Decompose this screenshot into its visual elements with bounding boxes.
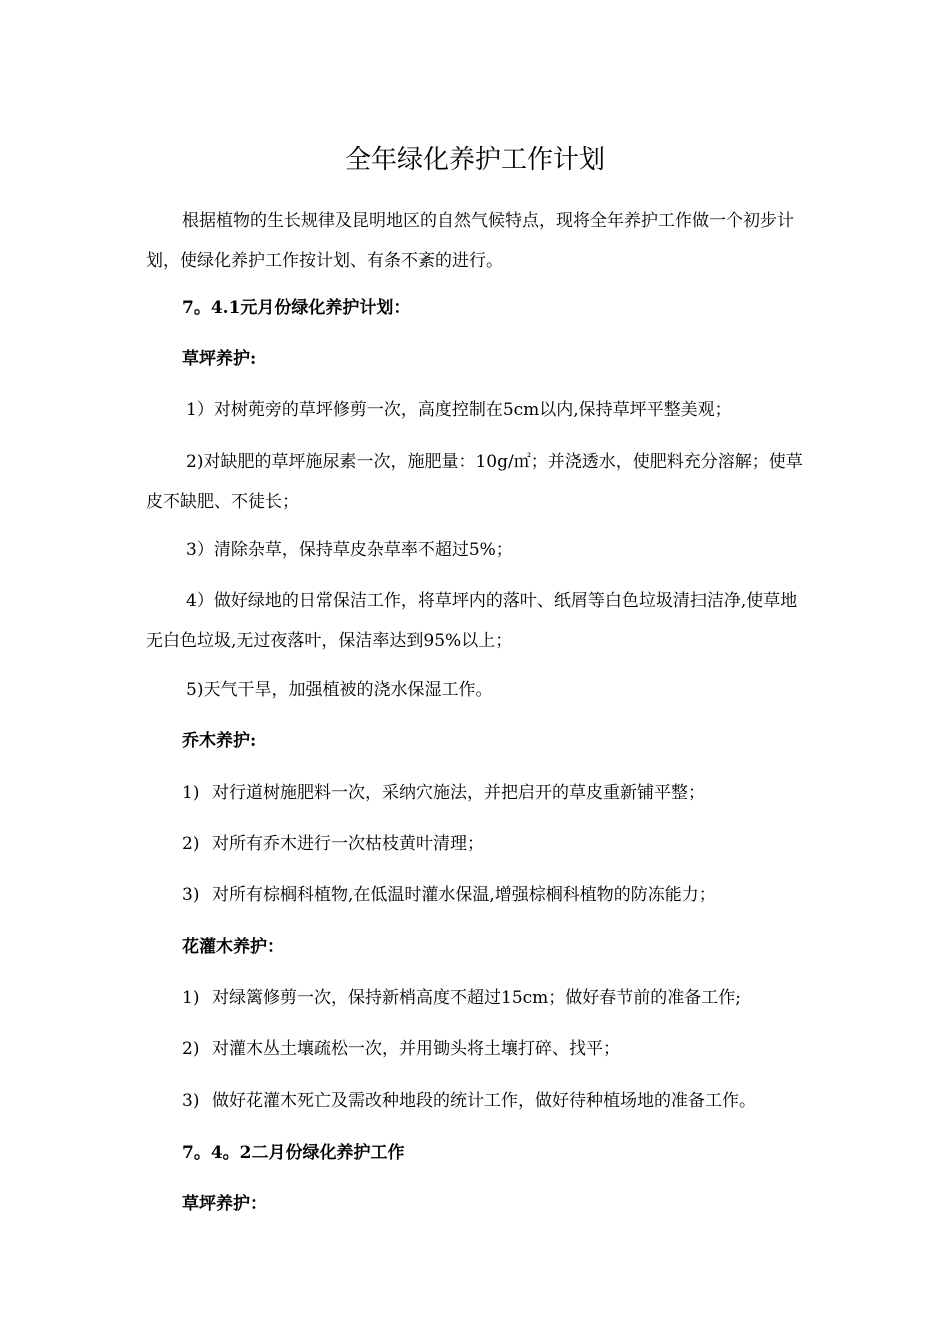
section-heading-feb: 7。4。2二月份绿化养护工作 — [182, 1143, 405, 1163]
shrub-item-1 — [182, 978, 822, 1018]
lawn-item-5: 5)天气干旱，加强植被的浇水保湿工作。 — [186, 680, 493, 700]
list-text: 做好花灌木死亡及需改种地段的统计工作，做好待种植场地的准备工作。 — [212, 1091, 756, 1111]
list-number: 2) — [182, 834, 200, 854]
list-text: 对所有棕榈科植物,在低温时灌水保温,增强棕榈科植物的防冻能力； — [212, 885, 716, 905]
list-text: 对所有乔木进行一次枯枝黄叶清理； — [212, 834, 484, 854]
tree-heading: 乔木养护: — [182, 731, 257, 751]
list-text: 对绿篱修剪一次，保持新梢高度不超过15cm；做好春节前的准备工作; — [212, 988, 741, 1008]
shrub-item-2 — [182, 1029, 822, 1069]
list-text: 对灌木丛土壤疏松一次，并用锄头将土壤打碎、找平； — [212, 1039, 620, 1059]
lawn2-heading: 草坪养护： — [182, 1194, 267, 1214]
list-number: 3) — [182, 885, 200, 905]
shrub-item-3 — [182, 1081, 822, 1121]
lawn-heading: 草坪养护: — [182, 349, 257, 369]
tree-item-3 — [182, 875, 822, 915]
lawn-item-3: 3）清除杂草，保持草皮杂草率不超过5%； — [186, 540, 513, 560]
list-text: 对行道树施肥料一次，采纳穴施法，并把启开的草皮重新铺平整； — [212, 783, 705, 803]
tree-item-1 — [182, 773, 822, 813]
lawn-item-4: 4）做好绿地的日常保洁工作，将草坪内的落叶、纸屑等白色垃圾清扫洁净,使草地无白色垃圾,无过夜落叶，保洁率达到95%以上； — [146, 591, 798, 651]
lawn-item-2: 2)对缺肥的草坪施尿素一次，施肥量：10g/㎡；并浇透水，使肥料充分溶解；使草皮不缺肥、不徒长； — [146, 452, 803, 512]
document-title: 全年绿化养护工作计划 — [344, 145, 605, 175]
lawn-item-1: 1）对树蔸旁的草坪修剪一次，高度控制在5cm以内,保持草坪平整美观； — [186, 400, 732, 420]
list-number: 1) — [182, 988, 200, 1008]
intro-paragraph: 根据植物的生长规律及昆明地区的自然气候特点，现将全年养护工作做一个初步计划，使绿化养护工作按计划、有条不紊的进行。 — [146, 211, 794, 271]
list-number: 3) — [182, 1091, 200, 1111]
section-heading-jan: 7。4.1元月份绿化养护计划： — [182, 298, 411, 318]
shrub-heading: 花灌木养护： — [182, 937, 284, 957]
tree-item-2 — [182, 824, 822, 864]
list-number: 1) — [182, 783, 200, 803]
list-number: 2) — [182, 1039, 200, 1059]
